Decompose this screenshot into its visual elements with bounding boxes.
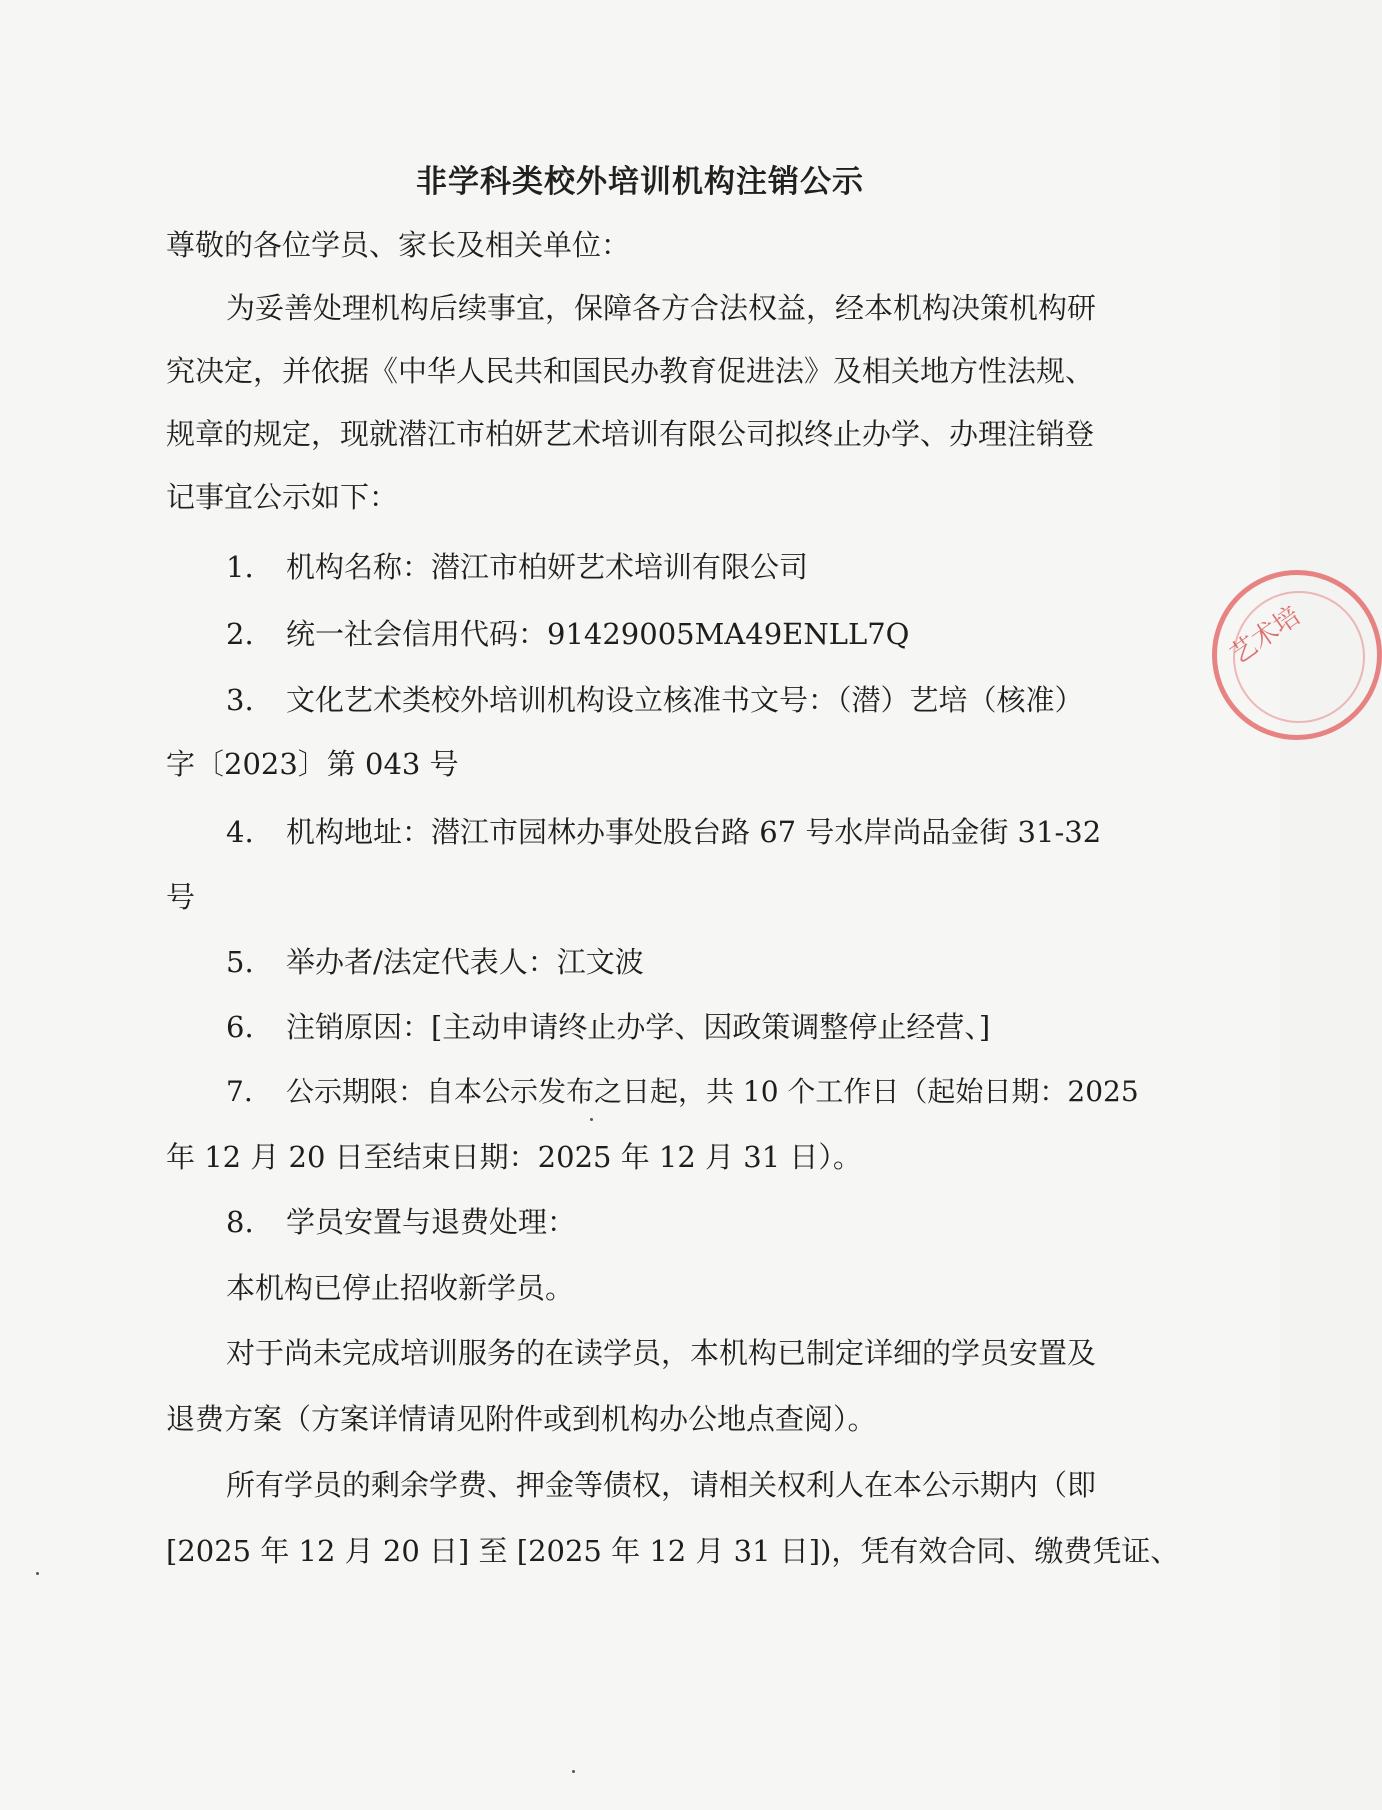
para-claims-line-1: 所有学员的剩余学费、押金等债权，请相关权利人在本公示期内（即 [226,1468,1097,1502]
item-text: 机构地址：潜江市园林办事处股台路 67 号水岸尚品金街 31-32 [286,815,1102,849]
item-4 [226,812,1101,852]
item-6 [226,1007,990,1047]
seal-text: 艺术培 [1224,600,1306,671]
intro-line-4: 记事宜公示如下： [166,480,399,514]
item-2 [226,614,909,654]
scan-speck [36,1572,39,1575]
item-number: 7. [226,1075,253,1108]
item-number: 2. [226,617,254,651]
item-text: 举办者/法定代表人：江文波 [286,945,644,979]
intro-line-1: 为妥善处理机构后续事宜，保障各方合法权益，经本机构决策机构研 [226,291,1097,325]
item-5 [226,942,644,982]
item-7-continuation: 年 12 月 20 日至结束日期：2025 年 12 月 31 日）。 [166,1140,862,1174]
item-text: 统一社会信用代码：91429005MA49ENLL7Q [286,617,910,651]
scan-speck [572,1770,575,1773]
official-seal [1212,570,1382,740]
para-claims-line-2: [2025 年 12 月 20 日] 至 [2025 年 12 月 31 日])，凭有效合同、缴费凭证、 [166,1534,1180,1568]
item-number: 5. [226,945,254,979]
item-number: 1. [226,550,254,584]
document-title: 非学科类校外培训机构注销公示 [416,164,864,200]
item-number: 4. [226,815,254,849]
item-text: 文化艺术类校外培训机构设立核准书文号：（潜）艺培（核准） [286,683,1084,717]
item-text: 公示期限：自本公示发布之日起，共 10 个工作日（起始日期：2025 [286,1075,1139,1108]
para-students-line-2: 退费方案（方案详情请见附件或到机构办公地点查阅）。 [166,1402,877,1436]
item-number: 6. [226,1010,254,1044]
intro-line-2: 究决定，并依据《中华人民共和国民办教育促进法》及相关地方性法规、 [166,354,1095,388]
salutation: 尊敬的各位学员、家长及相关单位： [166,228,631,262]
item-7 [226,1072,1139,1112]
item-text: 机构名称：潜江市柏妍艺术培训有限公司 [286,550,809,584]
item-number: 8. [226,1205,254,1239]
para-students-line-1: 对于尚未完成培训服务的在读学员，本机构已制定详细的学员安置及 [226,1336,1097,1370]
item-1 [226,547,808,587]
intro-line-3: 规章的规定，现就潜江市柏妍艺术培训有限公司拟终止办学、办理注销登 [166,417,1095,451]
item-3-continuation: 字〔2023〕第 043 号 [166,747,459,781]
item-text: 学员安置与退费处理： [286,1205,577,1239]
item-text: 注销原因：[主动申请终止办学、因政策调整停止经营、] [286,1010,991,1044]
scan-speck [590,1118,593,1121]
item-3 [226,680,1084,720]
item-number: 3. [226,683,254,717]
item-8 [226,1202,576,1242]
item-4-continuation: 号 [166,880,196,914]
para-stop-enrollment: 本机构已停止招收新学员。 [226,1271,575,1305]
